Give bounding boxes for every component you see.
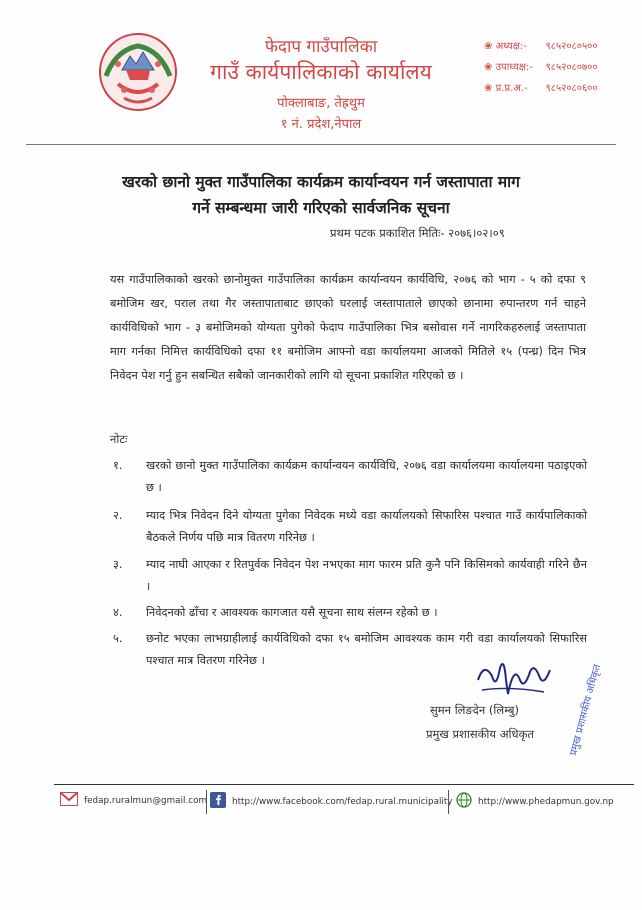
signatory-name: सुमन लिङदेन (लिम्बु) [430, 703, 519, 717]
signatory-title: प्रमुख प्रशासकीय अधिकृत [426, 727, 534, 741]
svg-text:प्रमुख प्रशासकीय अधिकृत: प्रमुख प्रशासकीय अधिकृत [568, 663, 604, 757]
notice-body: यस गाउँपालिकाको खरको छानोमुक्त गाउँपालिका कार्यक्रम कार्यान्वयन कार्यविधि, २०७६ को भाग - ५ को दफा ९ बमोजिम खर, पराल तथा गैर जस्तापाताबाट छाएको घरलाई जस्तापाताले छाएको छानामा रुपान्तरण गर्न चाहने कार्यविधिको भाग - ३ बमोजिमको योग्यता पुगेको फेदाप गाउँपालिका भित्र बसोवास गर्ने नागरिकहरुलाई जस्तापाता माग गर्नका निमित्त कार्यविधिको दफा ११ बमोजिम आफ्नो वडा कार्यालयमा आजको मितिले १५ (पन्ध्र) दिन भित्र निवेदन पेश गर्नु हुन सबन्धित सबैको जानकारीको लागि यो सूचना प्रकाशित गरिएको छ । [110, 273, 586, 382]
phone-chair: ❀ अध्यक्ष:- ९८५२०८०५०० [484, 41, 598, 52]
notice-title-line2: गर्ने सम्बन्धमा जारी गरिएको सार्वजनिक सूचना [192, 199, 450, 217]
office-name: गाउँ कार्यपालिकाको कार्यालय [210, 60, 432, 84]
note-item: १. खरको छानो मुक्त गाउँपालिका कार्यक्रम कार्यान्वयन कार्यविधि, २०७६ वडा कार्यालयमा कार्यालयमा पठाइएको छ । [113, 459, 587, 494]
mail-icon [60, 792, 78, 809]
facebook-link[interactable]: http://www.facebook.com/fedap.rural.municipality [232, 796, 453, 807]
notes-label: नोटः [110, 432, 128, 446]
note-item: ४. निवेदनको ढाँचा र आवश्यक कागजात यसै सूचना साथ संलग्न रहेको छ । [113, 606, 438, 619]
note-item: ३. म्याद नाघी आएका र रितपुर्वक निवेदन पेश नभएका माग फारम प्रति कुनै पनि किसिमको कार्यवाही गरिने छैन । [113, 558, 587, 593]
contact-phones [484, 36, 598, 99]
office-address: पोक्लाबाङ, तेह्रथुम [277, 96, 365, 111]
publication-date: प्रथम पटक प्रकाशित मितिः- २०७६।०२।०९ [330, 226, 505, 240]
footer-divider [54, 784, 634, 785]
province-address: १ नं. प्रदेश,नेपाल [280, 117, 362, 132]
handwritten-signature [470, 650, 560, 706]
globe-icon [456, 792, 472, 811]
footer-separator [448, 790, 449, 814]
note-item: २. म्याद भित्र निवेदन दिने योग्यता पुगेका निवेदक मध्ये वडा कार्यालयको सिफारिस पश्चात गाउँ कार्यपालिकाको बैठकले निर्णय पछि मात्र वितरण गरिनेछ । [113, 509, 587, 544]
footer-email[interactable] [60, 792, 207, 809]
footer-website[interactable] [456, 792, 614, 811]
email-link[interactable]: fedap.ruralmun@gmail.com [84, 795, 208, 806]
phone-cao: ❀ प्र.प्र.अ.- ९८५२०८०६०० [484, 83, 598, 94]
municipality-name: फेदाप गाउँपालिका [264, 37, 378, 57]
website-link[interactable]: http://www.phedapmun.gov.np [478, 796, 614, 807]
footer-separator [206, 790, 207, 814]
header-divider [26, 144, 616, 145]
footer-facebook[interactable] [210, 792, 453, 811]
notice-title-line1: खरको छानो मुक्त गाउँपालिका कार्यक्रम कार्यान्वयन गर्न जस्तापाता माग [122, 173, 520, 191]
note-item: ५. छनोट भएका लाभग्राहीलाई कार्यविधिको दफा १५ बमोजिम आवश्यक काम गरी वडा कार्यालयको सिफारिस पश्चात मात्र वितरण गरिनेछ । [113, 632, 587, 667]
phone-vice-chair: ❀ उपाध्यक्ष:- ९८५२०८०७०० [484, 62, 598, 73]
official-stamp [548, 660, 604, 760]
facebook-icon [210, 792, 226, 811]
